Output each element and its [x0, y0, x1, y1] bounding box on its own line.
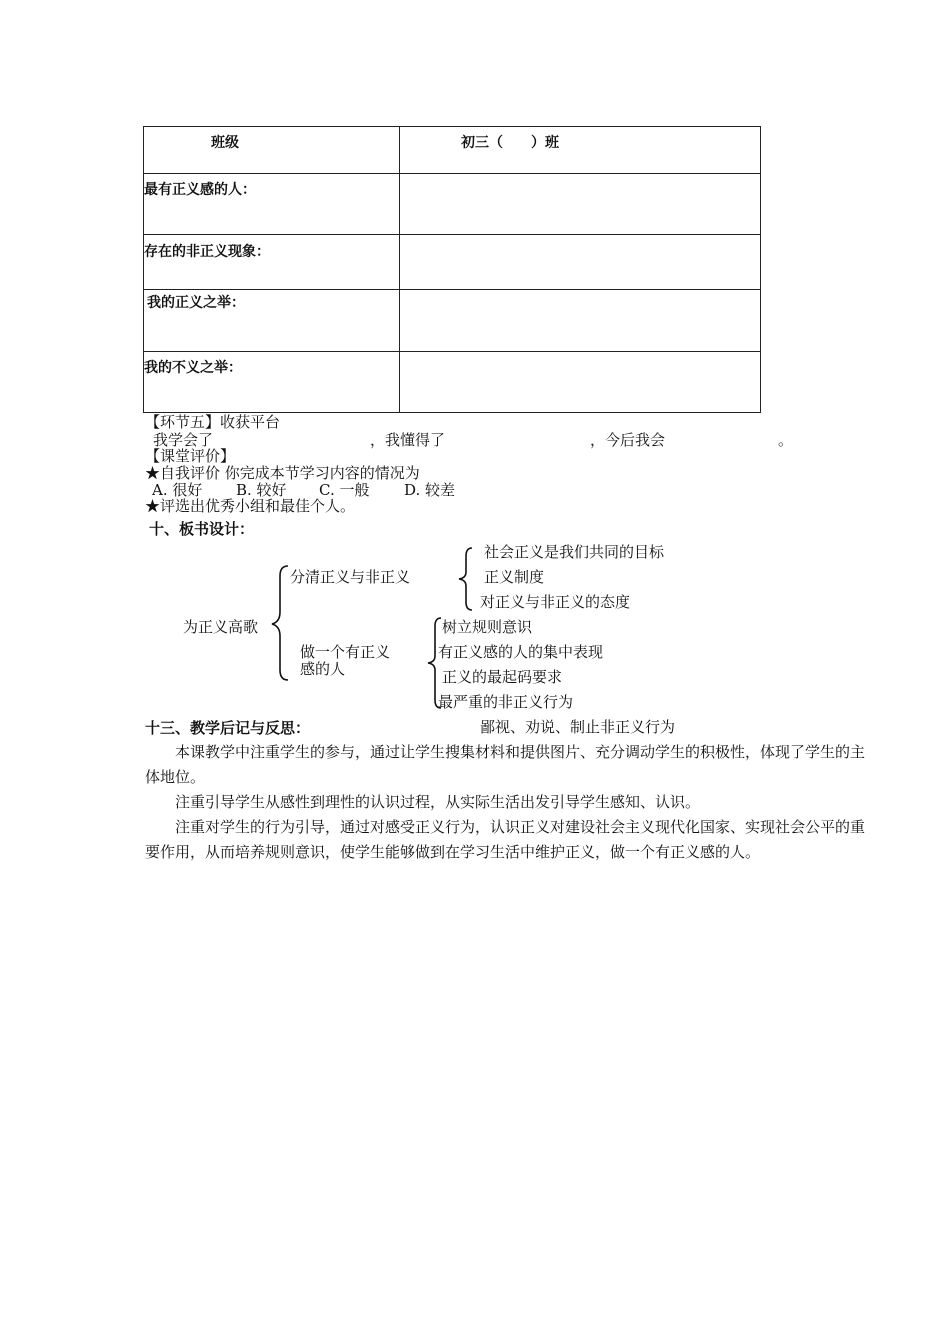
- branch1-item: 对正义与非正义的态度: [480, 593, 631, 611]
- header-class-value: 初三（ ）班: [461, 135, 559, 151]
- reflection-title: 十三、教学后记与反思：: [145, 719, 311, 737]
- table-border: [143, 289, 761, 290]
- root-brace-icon: [268, 564, 292, 682]
- option-c: C. 一般: [319, 481, 370, 499]
- harvest-understood: ，我懂得了: [370, 431, 446, 449]
- branch1-item: 社会正义是我们共同的目标: [484, 543, 665, 561]
- option-b: B. 较好: [236, 481, 287, 499]
- reflection-paragraph: 注重引导学生从感性到理性的认识过程，从实际生活出发引导学生感知、认识。: [175, 793, 701, 811]
- option-d: D. 较差: [404, 481, 456, 499]
- evaluation-title: 【课堂评价】: [145, 447, 236, 465]
- branch2-item: 树立规则意识: [442, 618, 533, 636]
- reflection-paragraph: 注重对学生的行为引导，通过对感受正义行为，认识正义对建设社会主义现代化国家、实现社会公平的重要作用，从而培养规则意识，使学生能够做到在学习生活中维护正义，做一个有正义感的人。: [145, 818, 866, 861]
- class-justice-table: [143, 126, 761, 412]
- header-class-label: 班级: [211, 135, 239, 151]
- branch2-item: 最严重的非正义行为: [438, 693, 574, 711]
- table-border: [143, 173, 761, 174]
- harvest-learned: 我学会了: [153, 431, 214, 449]
- self-evaluation-prompt: ★自我评价 你完成本节学习内容的情况为: [145, 464, 420, 482]
- branch1-item: 正义制度: [484, 568, 545, 586]
- harvest-end: 。: [778, 431, 794, 449]
- branch2-label-line2: 感的人: [300, 660, 346, 678]
- table-border: [143, 234, 761, 235]
- harvest-title: 【环节五】收获平台: [145, 413, 281, 431]
- branch2-item: 鄙视、劝说、制止非正义行为: [480, 718, 676, 736]
- select-best-prompt: ★评选出优秀小组和最佳个人。: [145, 497, 356, 515]
- branch2-item: 正义的最起码要求: [442, 668, 563, 686]
- row-label-injustice: 存在的非正义现象：: [144, 244, 270, 260]
- reflection-paragraph: 本课教学中注重学生的参与，通过让学生搜集材料和提供图片、充分调动学生的积极性，体现了学生的主体地位。: [145, 743, 866, 786]
- row-label-my-unjust-act: 我的不义之举：: [144, 360, 242, 376]
- branch1-label: 分清正义与非正义: [290, 568, 411, 586]
- option-a: A. 很好: [152, 481, 203, 499]
- table-border: [143, 126, 761, 127]
- table-border: [143, 351, 761, 352]
- table-border: [760, 126, 761, 413]
- branch2-label-line1: 做一个有正义: [300, 643, 391, 661]
- row-label-my-just-act: 我的正义之举：: [147, 295, 245, 311]
- branch1-brace-icon: [456, 546, 476, 612]
- row-label-most-just-person: 最有正义感的人：: [144, 182, 256, 198]
- harvest-future: ，今后我会: [590, 431, 666, 449]
- board-root: 为正义高歌: [183, 618, 259, 636]
- branch2-item: 有正义感的人的集中表现: [438, 643, 604, 661]
- board-design-title: 十、板书设计：: [149, 520, 255, 538]
- table-border: [399, 126, 400, 413]
